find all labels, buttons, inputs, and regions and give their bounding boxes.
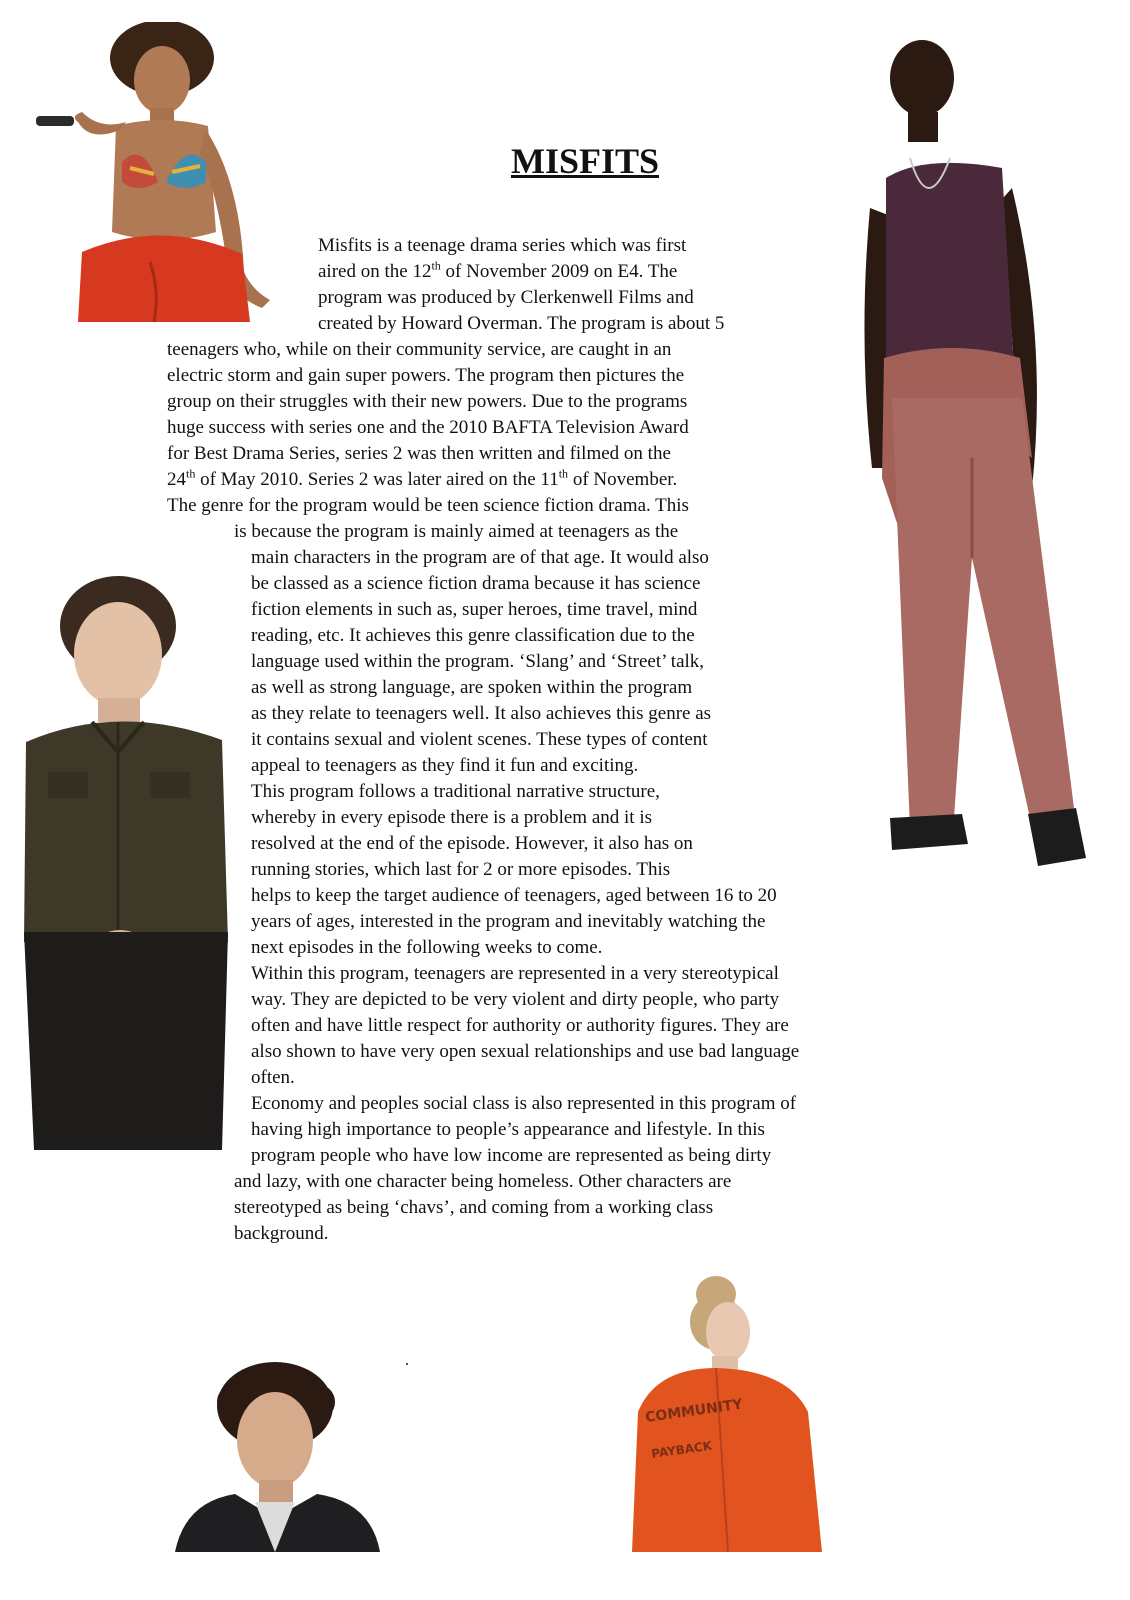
text-line: Within this program, teenagers are represented in a very stereotypical	[251, 963, 779, 984]
text-line: as they relate to teenagers well. It also achieves this genre as	[251, 703, 712, 724]
text-line: way. They are depicted to be very violent and dirty people, who party	[251, 989, 780, 1010]
text-line: stereotyped as being ‘chavs’, and coming from a working class	[234, 1197, 714, 1218]
text-line: appeal to teenagers as they find it fun and exciting.	[251, 755, 639, 776]
text-line: years of ages, interested in the program and inevitably watching the	[251, 911, 766, 932]
jumpsuit-text: COMMUNITY	[644, 1396, 744, 1426]
text-line: for Best Drama Series, series 2 was then written and filmed on the	[167, 443, 671, 464]
text-line: Misfits is a teenage drama series which was first	[318, 235, 687, 256]
page-title: MISFITS	[510, 141, 660, 181]
jumpsuit-name: PAYBACK	[650, 1438, 713, 1461]
text-line: The genre for the program would be teen science fiction drama. This	[167, 495, 689, 516]
text-line: program people who have low income are represented as being dirty	[251, 1145, 772, 1166]
text-line: aired on the 12th of November 2009 on E4. The	[318, 258, 678, 282]
text-line: program was produced by Clerkenwell Films and	[318, 287, 694, 308]
young-man-curly-hair-icon	[175, 1362, 380, 1552]
text-line: also shown to have very open sexual relationships and use bad language	[251, 1041, 800, 1062]
text-line: Economy and peoples social class is also represented in this program of	[251, 1093, 797, 1114]
text-line: be classed as a science fiction drama because it has science	[251, 573, 701, 594]
text-line: fiction elements in such as, super heroes, time travel, mind	[251, 599, 698, 620]
page-speck	[406, 1363, 408, 1365]
text-line: often and have little respect for authority or authority figures. They are	[251, 1015, 789, 1036]
text-line: having high importance to people’s appearance and lifestyle. In this	[251, 1119, 765, 1140]
text-line: is because the program is mainly aimed at teenagers as the	[234, 521, 679, 542]
text-line: teenagers who, while on their community service, are caught in an	[167, 339, 672, 360]
text-line: resolved at the end of the episode. However, it also has on	[251, 833, 693, 854]
man-dark-shirt-icon	[22, 572, 230, 1150]
text-line: it contains sexual and violent scenes. These types of content	[251, 729, 708, 750]
text-line: 24th of May 2010. Series 2 was later aired on the 11th of November.	[167, 466, 678, 490]
woman-orange-jumpsuit-icon	[632, 1272, 824, 1552]
text-line: helps to keep the target audience of teenagers, aged between 16 to 20	[251, 885, 777, 906]
text-line: and lazy, with one character being homeless. Other characters are	[234, 1171, 732, 1192]
text-line: language used within the program. ‘Slang’ and ‘Street’ talk,	[251, 651, 705, 672]
man-purple-vest-icon	[862, 38, 1090, 876]
text-line: running stories, which last for 2 or more episodes. This	[251, 859, 671, 880]
text-line: whereby in every episode there is a problem and it is	[251, 807, 652, 828]
text-line: electric storm and gain super powers. The program then pictures the	[167, 365, 685, 386]
text-line: group on their struggles with their new powers. Due to the programs	[167, 391, 688, 412]
woman-bikini-phone-icon	[30, 22, 300, 327]
text-line: huge success with series one and the 2010 BAFTA Television Award	[167, 417, 689, 438]
text-line: next episodes in the following weeks to come.	[251, 937, 603, 958]
text-line: background.	[234, 1223, 329, 1244]
text-line: main characters in the program are of that age. It would also	[251, 547, 709, 568]
text-line: reading, etc. It achieves this genre classification due to the	[251, 625, 695, 646]
text-line: created by Howard Overman. The program is about 5	[318, 313, 725, 334]
text-line: as well as strong language, are spoken within the program	[251, 677, 693, 698]
text-line: This program follows a traditional narrative structure,	[251, 781, 660, 802]
text-line: often.	[251, 1067, 295, 1088]
